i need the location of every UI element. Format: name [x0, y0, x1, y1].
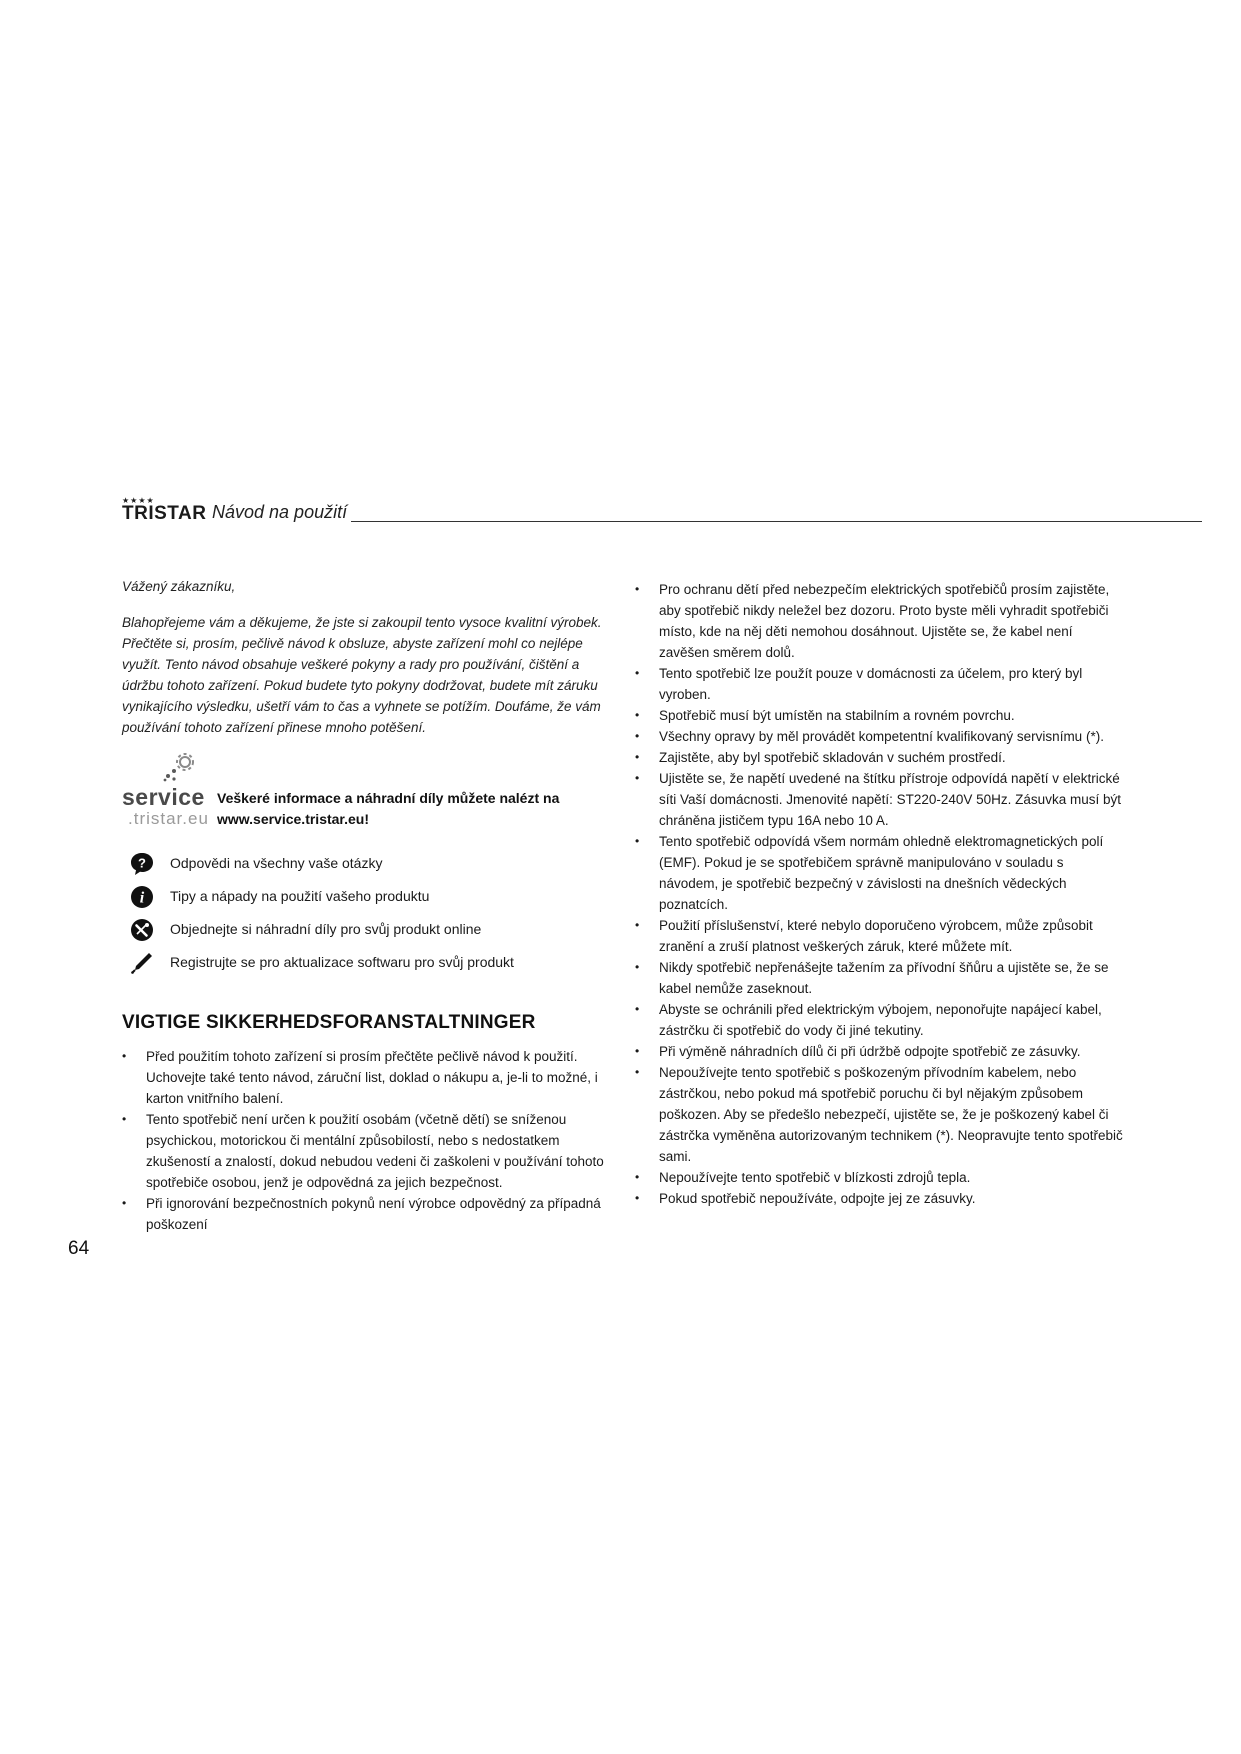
- section-title: VIGTIGE SIKKERHEDSFORANSTALTNINGER: [122, 1012, 536, 1033]
- safety-item: • Abyste se ochránili před elektrickým výbojem, neponořujte napájecí kabel, zástrčku či spotřebič do vody či jiné tekutiny.: [635, 999, 1125, 1041]
- service-logo-word: service: [122, 784, 205, 810]
- service-logo: [122, 752, 214, 826]
- safety-item: • Nepoužívejte tento spotřebič s poškozeným přívodním kabelem, nebo zástrčkou, nebo pokud má spotřebič poruchu či byl nějakým způsobem poškozen. Aby se předešlo nebezpečí, ujistěte se, že je poškozený kabel či zástrčka vyměněna autorizovaným technikem (*). Neopravujte tento spotřebič sami.: [635, 1062, 1125, 1167]
- feature-label: Objednejte si náhradní díly pro svůj produkt online: [170, 921, 482, 937]
- safety-item: • Při ignorování bezpečnostních pokynů není výrobce odpovědný za případná poškození: [122, 1193, 610, 1235]
- safety-item: • Pokud spotřebič nepoužíváte, odpojte jej ze zásuvky.: [635, 1188, 1125, 1209]
- safety-item: • Zajistěte, aby byl spotřebič skladován v suchém prostředí.: [635, 747, 1125, 768]
- page-number: 64: [68, 1238, 90, 1259]
- safety-item: • Před použitím tohoto zařízení si prosím přečtěte pečlivě návod k použití. Uchovejte také tento návod, záruční list, doklad o nákupu a, je-li to možné, i karton vnitřního balení.: [122, 1046, 610, 1109]
- tristar-logo: [122, 496, 207, 524]
- safety-item: • Tento spotřebič není určen k použití osobám (včetně dětí) se sníženou psychickou, motorickou či mentální způsobilostí, nebo s nedostatkem zkušeností a znalostí, dokud nebudou vedeni či zaškoleni v používání tohoto spotřebiče osobou, jenž je odpovědná za jejich bezpečnost.: [122, 1109, 610, 1193]
- info-icon: [130, 885, 154, 909]
- feature-item: [122, 885, 610, 918]
- feature-list: [122, 852, 610, 984]
- service-text-line1: Veškeré informace a náhradní díly můžete nalézt na: [217, 790, 560, 806]
- svg-text:?: ?: [138, 855, 146, 871]
- safety-item: • Ujistěte se, že napětí uvedené na štítku přístroje odpovídá napětí v elektrické síti Vaší domácnosti. Jmenovité napětí: ST220-240V 50Hz. Zásuvka musí být chráněna jističem typu 16A nebo 10 A.: [635, 768, 1125, 831]
- safety-item: • Tento spotřebič odpovídá všem normám ohledně elektromagnetických polí (EMF). Pokud je se spotřebičem správně manipulováno v souladu s návodem, je spotřebič bezpečný v závislosti na dnešních vědeckých poznatcích.: [635, 831, 1125, 915]
- service-block: [122, 752, 610, 826]
- safety-item: • Nepoužívejte tento spotřebič v blízkosti zdrojů tepla.: [635, 1167, 1125, 1188]
- greeting: Vážený zákazníku,: [122, 579, 236, 594]
- safety-item: • Všechny opravy by měl provádět kompetentní kvalifikovaný servisnímu (*).: [635, 726, 1125, 747]
- service-url[interactable]: www.service.tristar.eu!: [217, 811, 369, 827]
- safety-item: • Spotřebič musí být umístěn na stabilním a rovném povrchu.: [635, 705, 1125, 726]
- safety-item: • Tento spotřebič lze použít pouze v domácnosti za účelem, pro který byl vyroben.: [635, 663, 1125, 705]
- safety-item: • Pro ochranu dětí před nebezpečím elektrických spotřebičů prosím zajistěte, aby spotřebič nikdy neležel bez dozoru. Proto byste měli vyhradit spotřebiči místo, kde na něj děti nemohou dosáhnout. Ujistěte se, že kabel není zavěšen směrem dolů.: [635, 579, 1125, 663]
- safety-list-right: [635, 579, 1125, 1209]
- logo-stars: ★★★★: [122, 496, 155, 505]
- service-logo-domain: .tristar.eu: [128, 809, 209, 828]
- safety-list-left: [122, 1046, 610, 1235]
- feature-item: [122, 951, 610, 984]
- left-column: [122, 579, 610, 1235]
- pen-icon: [130, 951, 154, 975]
- feature-label: Tipy a nápady na použití vašeho produktu: [170, 888, 430, 904]
- safety-item: • Použití příslušenství, které nebylo doporučeno výrobcem, může způsobit zranění a zruší platnost veškerých záruk, které můžete mít.: [635, 915, 1125, 957]
- svg-text:i: i: [139, 889, 145, 907]
- right-column: [635, 579, 1125, 1209]
- logo-text: TRISTAR: [122, 503, 207, 524]
- safety-item: • Nikdy spotřebič nepřenášejte tažením za přívodní šňůru a ujistěte se, že se kabel nemůže zaseknout.: [635, 957, 1125, 999]
- gear-icon: [162, 752, 196, 782]
- service-text: [217, 788, 617, 830]
- feature-label: Odpovědi na všechny vaše otázky: [170, 855, 383, 871]
- tools-icon: [130, 918, 154, 942]
- page-header: [122, 496, 1202, 524]
- header-rule: [351, 521, 1202, 522]
- feature-label: Registrujte se pro aktualizace softwaru pro svůj produkt: [170, 954, 514, 970]
- intro-paragraph: Blahopřejeme vám a děkujeme, že jste si zakoupil tento vysoce kvalitní výrobek. Přečtěte si, prosím, pečlivě návod k obsluze, abyste zařízení mohl co nejlépe využít. Tento návod obsahuje veškeré pokyny a rady pro používání, čištění a údržbu tohoto zařízení. Pokud budete tyto pokyny dodržovat, budete mít záruku vynikajícího výsledku, ušetří vám to čas a vyhnete se potížím. Doufáme, že vám používání tohoto zařízení přinese mnoho potěšení.: [122, 615, 602, 735]
- header-title: Návod na použití: [212, 502, 348, 522]
- question-icon: [130, 852, 154, 876]
- feature-item: [122, 852, 610, 885]
- feature-item: [122, 918, 610, 951]
- safety-item: • Při výměně náhradních dílů či při údržbě odpojte spotřebič ze zásuvky.: [635, 1041, 1125, 1062]
